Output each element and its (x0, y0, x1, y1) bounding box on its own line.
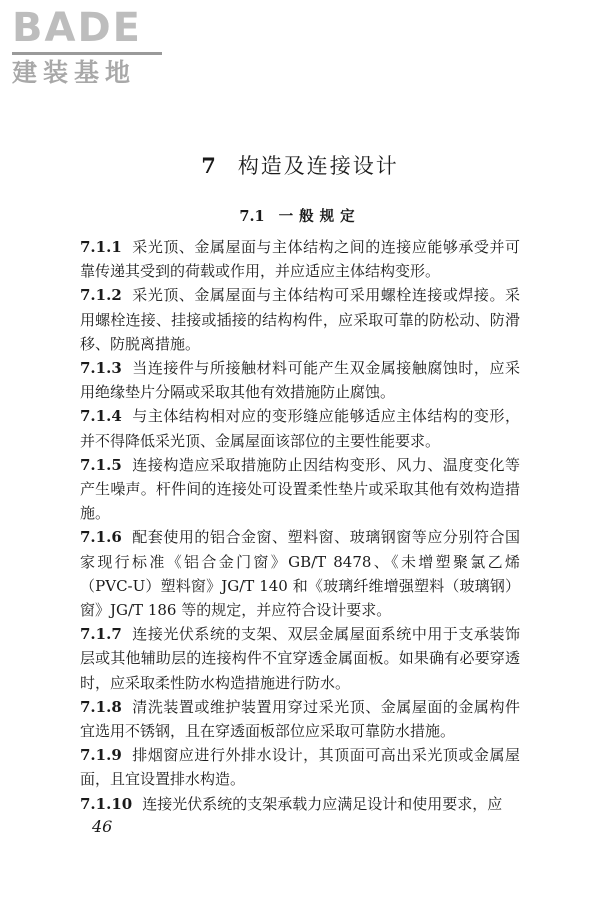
section-number: 7.1 (239, 208, 265, 225)
clause-number: 7.1.5 (80, 455, 122, 474)
clause (80, 792, 520, 816)
clause-text: 采光顶、金属屋面与主体结构之间的连接应能够承受并可靠传递其受到的荷载或作用，并应适应主体结构变形。 (80, 238, 520, 281)
section-name: 一般规定 (278, 208, 361, 225)
section-title (0, 205, 600, 226)
clause (80, 695, 520, 743)
clause-number: 7.1.9 (80, 746, 122, 765)
chapter-number: 7 (201, 153, 218, 178)
logo-subtitle: 建装基地 (12, 58, 137, 87)
clause-text: 连接光伏系统的支架、双层金属屋面系统中用于支承装饰层或其他辅助层的连接构件不宜穿透金属面板。如果确有必要穿透时，应采取柔性防水构造措施进行防水。 (80, 625, 520, 692)
clause-number: 7.1.6 (80, 528, 122, 547)
clause-number: 7.1.3 (80, 359, 122, 378)
chapter-title (0, 150, 600, 180)
clause (80, 235, 520, 283)
brand-logo (12, 6, 182, 89)
logo-divider (12, 52, 162, 55)
clause-number: 7.1.1 (80, 238, 122, 256)
clause (80, 283, 520, 356)
clause-text: 配套使用的铝合金窗、塑料窗、玻璃钢窗等应分别符合国家现行标准《铝合金门窗》GB/T 8478、《未增塑聚氯乙烯（PVC-U）塑料窗》JG/T 140 和《玻璃纤维增强塑料（玻璃钢）窗》JG/T 186 等的规定，并应符合设计要求。 (80, 528, 520, 620)
clause-text: 连接光伏系统的支架承载力应满足设计和使用要求，应 (142, 794, 503, 813)
clause-text: 与主体结构相对应的变形缝应能够适应主体结构的变形，并不得降低采光顶、金属屋面该部位的主要性能要求。 (80, 407, 520, 450)
clause-text: 当连接件与所接触材料可能产生双金属接触腐蚀时，应采用绝缘垫片分隔或采取其他有效措施防止腐蚀。 (80, 359, 520, 402)
clause (80, 743, 520, 791)
clause-text: 采光顶、金属屋面与主体结构可采用螺栓连接或焊接。采用螺栓连接、挂接或插接的结构构件，应采取可靠的防松动、防滑移、防脱离措施。 (80, 286, 520, 353)
clause-text: 清洗装置或维护装置用穿过采光顶、金属屋面的金属构件宜选用不锈钢，且在穿透面板部位应采取可靠防水措施。 (80, 697, 520, 741)
clause-number: 7.1.4 (80, 407, 122, 426)
clause (80, 622, 520, 695)
clause (80, 356, 520, 404)
logo-word: BADE (12, 5, 142, 51)
clause-number: 7.1.2 (80, 286, 122, 305)
clause-number: 7.1.8 (80, 697, 122, 716)
chapter-name: 构造及连接设计 (237, 154, 399, 178)
clause-text: 连接构造应采取措施防止因结构变形、风力、温度变化等产生噪声。杆件间的连接处可设置柔性垫片或采取其他有效构造措施。 (80, 455, 520, 523)
clause (80, 404, 520, 452)
clause (80, 453, 520, 526)
clause-number: 7.1.7 (80, 625, 122, 644)
clause (80, 525, 520, 622)
clause-number: 7.1.10 (80, 794, 133, 813)
page-number: 46 (92, 817, 113, 836)
clause-list (80, 235, 520, 816)
clause-text: 排烟窗应进行外排水设计，其顶面可高出采光顶或金属屋面，且宜设置排水构造。 (80, 746, 520, 789)
